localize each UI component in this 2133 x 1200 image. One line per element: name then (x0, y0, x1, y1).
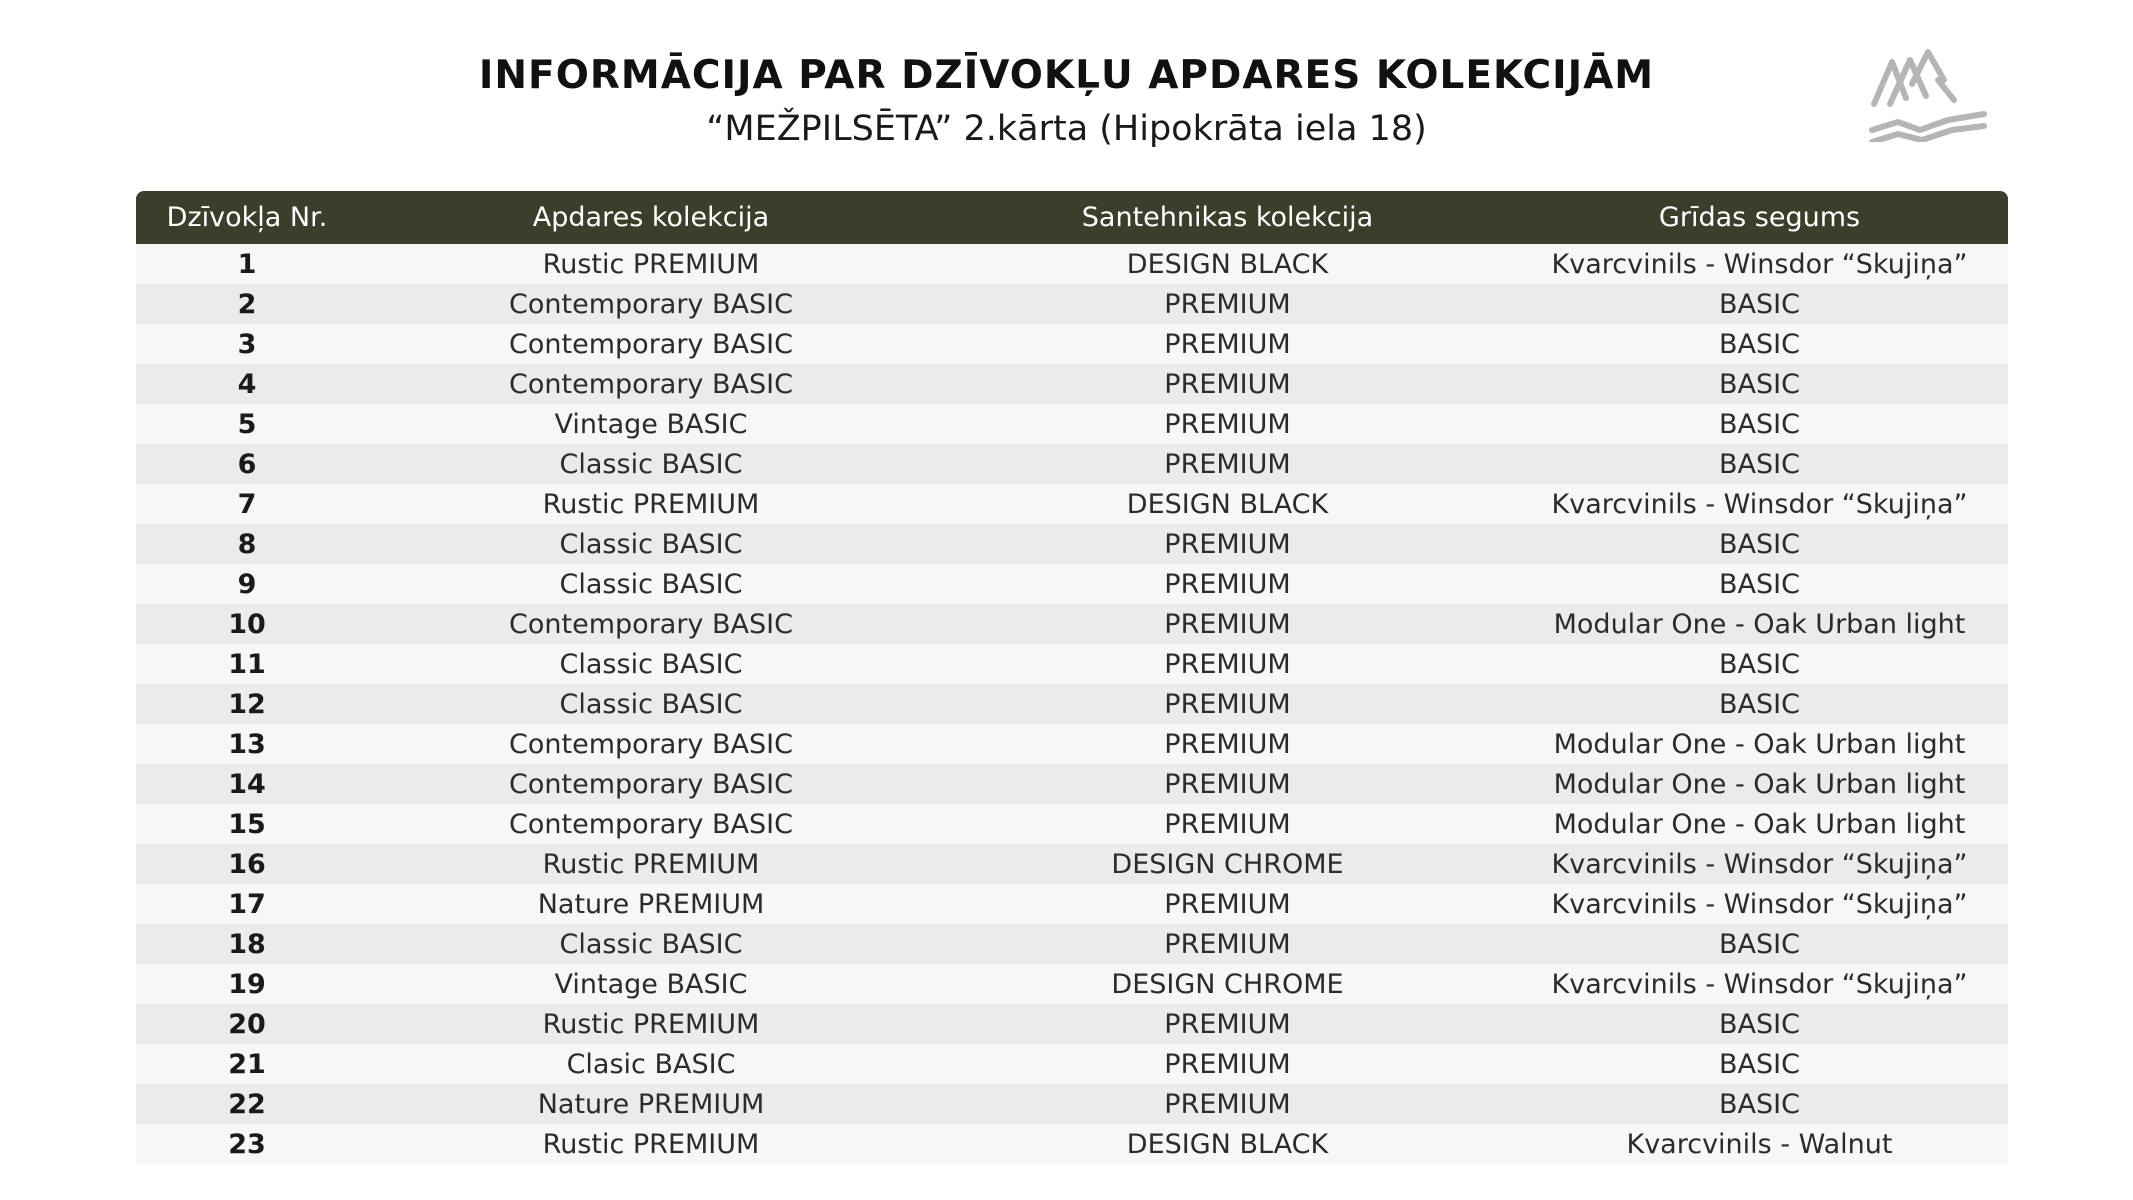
table-row (136, 1004, 2008, 1044)
mountain-logo-icon (1868, 48, 1992, 142)
table-row (136, 604, 2008, 644)
cell-plumbing-collection: PREMIUM (1164, 648, 1291, 680)
cell-flooring: Modular One - Oak Urban light (1553, 768, 1966, 800)
cell-flooring: Kvarcvinils - Winsdor “Skujiņa” (1551, 968, 1968, 1000)
cell-flooring: BASIC (1719, 408, 1800, 440)
cell-flooring: Kvarcvinils - Winsdor “Skujiņa” (1551, 488, 1968, 520)
table-row (136, 684, 2008, 724)
cell-apartment-number: 7 (237, 488, 257, 520)
cell-flooring: Kvarcvinils - Winsdor “Skujiņa” (1551, 848, 1968, 880)
cell-finish-collection: Rustic PREMIUM (542, 488, 760, 520)
cell-plumbing-collection: PREMIUM (1164, 928, 1291, 960)
table-row (136, 444, 2008, 484)
cell-finish-collection: Classic BASIC (559, 448, 743, 480)
cell-plumbing-collection: DESIGN CHROME (1111, 848, 1344, 880)
table-row (136, 284, 2008, 324)
cell-flooring: BASIC (1719, 328, 1800, 360)
table-row (136, 1084, 2008, 1124)
page-subtitle: “MEŽPILSĒTA” 2.kārta (Hipokrāta iela 18) (706, 109, 1427, 149)
cell-plumbing-collection: PREMIUM (1164, 448, 1291, 480)
cell-plumbing-collection: PREMIUM (1164, 1088, 1291, 1120)
cell-plumbing-collection: PREMIUM (1164, 1008, 1291, 1040)
cell-plumbing-collection: PREMIUM (1164, 728, 1291, 760)
column-header-apartment: Dzīvokļa Nr. (166, 202, 328, 233)
cell-flooring: Kvarcvinils - Walnut (1626, 1128, 1893, 1160)
cell-finish-collection: Contemporary BASIC (509, 608, 793, 640)
page-title: INFORMĀCIJA PAR DZĪVOKĻU APDARES KOLEKCIJĀM (478, 53, 1655, 98)
table-row (136, 324, 2008, 364)
column-header-finish: Apdares kolekcija (532, 202, 770, 233)
cell-finish-collection: Contemporary BASIC (509, 728, 793, 760)
cell-plumbing-collection: PREMIUM (1164, 688, 1291, 720)
cell-finish-collection: Nature PREMIUM (537, 888, 765, 920)
cell-apartment-number: 14 (228, 768, 266, 800)
cell-flooring: BASIC (1719, 1088, 1800, 1120)
table-row (136, 1044, 2008, 1084)
cell-finish-collection: Classic BASIC (559, 688, 743, 720)
cell-apartment-number: 17 (228, 888, 266, 920)
cell-finish-collection: Classic BASIC (559, 568, 743, 600)
cell-finish-collection: Contemporary BASIC (509, 768, 793, 800)
cell-finish-collection: Vintage BASIC (554, 408, 748, 440)
cell-apartment-number: 4 (237, 368, 257, 400)
cell-apartment-number: 3 (237, 328, 257, 360)
table-row (136, 524, 2008, 564)
cell-plumbing-collection: DESIGN CHROME (1111, 968, 1344, 1000)
cell-flooring: BASIC (1719, 528, 1800, 560)
cell-flooring: Kvarcvinils - Winsdor “Skujiņa” (1551, 248, 1968, 280)
cell-apartment-number: 18 (228, 928, 266, 960)
table-row (136, 924, 2008, 964)
cell-apartment-number: 15 (228, 808, 266, 840)
column-header-plumbing: Santehnikas kolekcija (1081, 202, 1374, 233)
cell-flooring: BASIC (1719, 568, 1800, 600)
cell-plumbing-collection: PREMIUM (1164, 768, 1291, 800)
cell-apartment-number: 1 (237, 248, 257, 280)
table-row (136, 844, 2008, 884)
cell-finish-collection: Rustic PREMIUM (542, 1128, 760, 1160)
cell-plumbing-collection: PREMIUM (1164, 288, 1291, 320)
cell-finish-collection: Rustic PREMIUM (542, 1008, 760, 1040)
cell-finish-collection: Clasic BASIC (566, 1048, 736, 1080)
cell-finish-collection: Contemporary BASIC (509, 368, 793, 400)
cell-apartment-number: 12 (228, 688, 266, 720)
cell-finish-collection: Nature PREMIUM (537, 1088, 765, 1120)
cell-apartment-number: 13 (228, 728, 266, 760)
cell-plumbing-collection: PREMIUM (1164, 528, 1291, 560)
cell-plumbing-collection: PREMIUM (1164, 808, 1291, 840)
table-row (136, 764, 2008, 804)
cell-apartment-number: 20 (228, 1008, 266, 1040)
cell-plumbing-collection: PREMIUM (1164, 368, 1291, 400)
table-row (136, 364, 2008, 404)
cell-finish-collection: Contemporary BASIC (509, 288, 793, 320)
table-row (136, 404, 2008, 444)
table-row (136, 484, 2008, 524)
cell-flooring: BASIC (1719, 648, 1800, 680)
cell-plumbing-collection: PREMIUM (1164, 1048, 1291, 1080)
cell-finish-collection: Contemporary BASIC (509, 808, 793, 840)
cell-flooring: BASIC (1719, 928, 1800, 960)
cell-apartment-number: 10 (228, 608, 266, 640)
cell-plumbing-collection: PREMIUM (1164, 888, 1291, 920)
cell-finish-collection: Vintage BASIC (554, 968, 748, 1000)
cell-flooring: BASIC (1719, 288, 1800, 320)
cell-finish-collection: Classic BASIC (559, 648, 743, 680)
table-row (136, 724, 2008, 764)
cell-apartment-number: 8 (237, 528, 257, 560)
table-row (136, 644, 2008, 684)
cell-plumbing-collection: PREMIUM (1164, 568, 1291, 600)
table-row (136, 804, 2008, 844)
cell-plumbing-collection: DESIGN BLACK (1126, 248, 1329, 280)
cell-flooring: Modular One - Oak Urban light (1553, 808, 1966, 840)
table-header-row (136, 191, 2008, 244)
cell-flooring: Modular One - Oak Urban light (1553, 728, 1966, 760)
table-row (136, 1124, 2008, 1164)
cell-flooring: BASIC (1719, 1048, 1800, 1080)
table-row (136, 564, 2008, 604)
cell-apartment-number: 9 (237, 568, 257, 600)
cell-plumbing-collection: PREMIUM (1164, 608, 1291, 640)
cell-apartment-number: 19 (228, 968, 266, 1000)
cell-plumbing-collection: PREMIUM (1164, 328, 1291, 360)
table-row (136, 884, 2008, 924)
cell-plumbing-collection: DESIGN BLACK (1126, 488, 1329, 520)
cell-apartment-number: 22 (228, 1088, 266, 1120)
table-body (136, 244, 2008, 1164)
cell-flooring: BASIC (1719, 1008, 1800, 1040)
cell-flooring: BASIC (1719, 688, 1800, 720)
page-header (0, 48, 2133, 154)
cell-flooring: Modular One - Oak Urban light (1553, 608, 1966, 640)
cell-finish-collection: Classic BASIC (559, 928, 743, 960)
cell-flooring: BASIC (1719, 368, 1800, 400)
cell-apartment-number: 23 (228, 1128, 266, 1160)
table-row (136, 964, 2008, 1004)
apartment-table (136, 191, 2008, 1164)
table-row (136, 244, 2008, 284)
cell-apartment-number: 5 (237, 408, 257, 440)
cell-finish-collection: Rustic PREMIUM (542, 848, 760, 880)
cell-flooring: BASIC (1719, 448, 1800, 480)
cell-apartment-number: 11 (228, 648, 266, 680)
cell-apartment-number: 16 (228, 848, 266, 880)
cell-finish-collection: Contemporary BASIC (509, 328, 793, 360)
cell-finish-collection: Classic BASIC (559, 528, 743, 560)
cell-flooring: Kvarcvinils - Winsdor “Skujiņa” (1551, 888, 1968, 920)
cell-plumbing-collection: PREMIUM (1164, 408, 1291, 440)
cell-apartment-number: 21 (228, 1048, 266, 1080)
cell-apartment-number: 6 (237, 448, 257, 480)
column-header-flooring: Grīdas segums (1658, 202, 1861, 233)
cell-plumbing-collection: DESIGN BLACK (1126, 1128, 1329, 1160)
cell-apartment-number: 2 (237, 288, 257, 320)
cell-finish-collection: Rustic PREMIUM (542, 248, 760, 280)
